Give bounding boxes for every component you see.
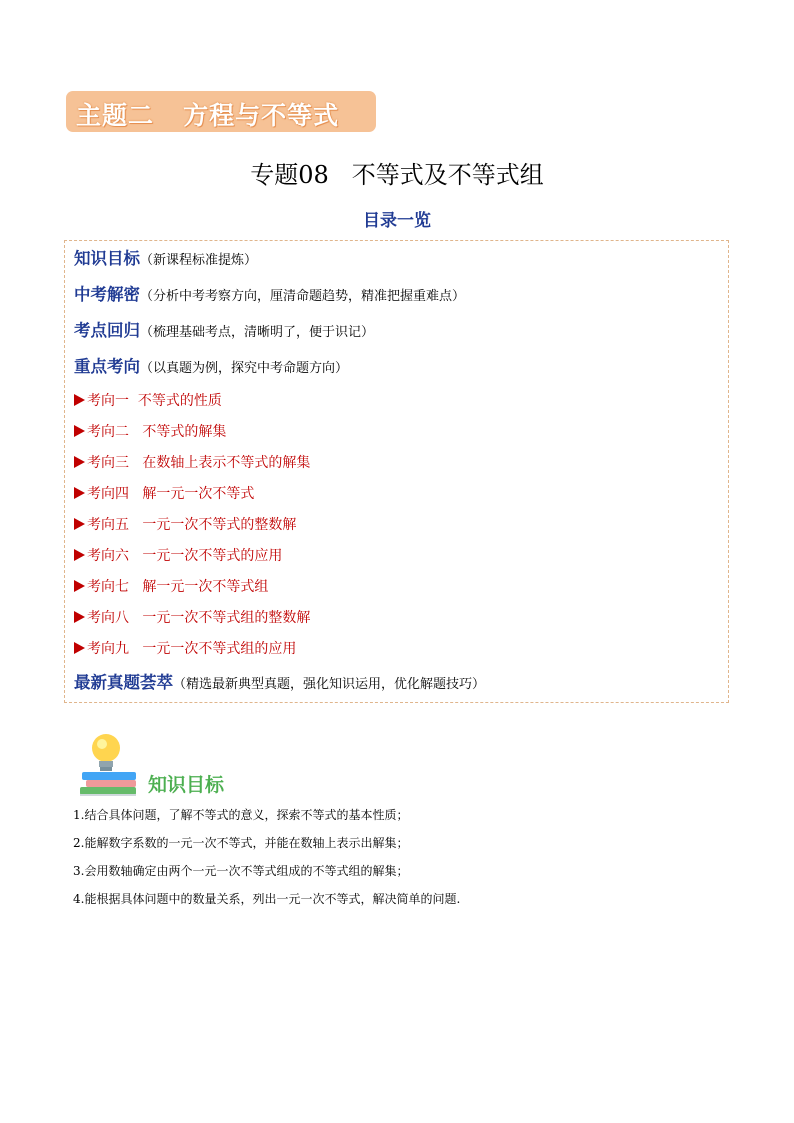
play-arrow-icon (74, 642, 85, 654)
toc-section-title: 考点回归 (74, 321, 140, 340)
section-title: 知识目标 (148, 774, 225, 796)
play-arrow-icon (74, 425, 85, 437)
toc-section-review[interactable] (74, 317, 374, 341)
topic-banner (66, 91, 376, 132)
objective-1: 1.结合具体问题，了解不等式的意义，探索不等式的基本性质； (73, 808, 409, 822)
play-arrow-icon (74, 456, 85, 468)
play-arrow-icon (74, 611, 85, 623)
toc-section-note: （新课程标准提炼） (140, 253, 258, 268)
toc-item-8[interactable] (74, 607, 310, 627)
toc-item-1[interactable] (74, 390, 222, 410)
toc-item-5[interactable] (74, 514, 296, 534)
lightbulb-books-icon (78, 728, 140, 798)
toc-section-decode[interactable] (74, 281, 465, 305)
objective-4: 4.能根据具体问题中的数量关系，列出一元一次不等式，解决简单的问题. (73, 892, 461, 906)
toc-item-7[interactable] (74, 576, 268, 596)
play-arrow-icon (74, 518, 85, 530)
toc-section-objectives[interactable] (74, 245, 257, 269)
toc-item-4[interactable] (74, 483, 254, 503)
play-arrow-icon (74, 487, 85, 499)
document-title: 专题08 不等式及不等式组 (250, 161, 544, 189)
toc-item-label: 考向八 一元一次不等式组的整数解 (87, 610, 311, 626)
play-arrow-icon (74, 549, 85, 561)
toc-section-title: 中考解密 (74, 285, 140, 304)
toc-section-title: 重点考向 (74, 357, 140, 376)
topic-banner-text: 主题二 方程与不等式 (76, 101, 340, 130)
toc-item-label: 考向七 解一元一次不等式组 (87, 579, 269, 595)
toc-item-2[interactable] (74, 421, 226, 441)
toc-section-note: （精选最新典型真题，强化知识运用，优化解题技巧） (173, 677, 486, 692)
play-arrow-icon (74, 394, 85, 406)
toc-item-label: 考向五 一元一次不等式的整数解 (87, 517, 297, 533)
toc-section-note: （梳理基础考点，清晰明了，便于识记） (140, 325, 375, 340)
toc-item-label: 考向六 一元一次不等式的应用 (87, 548, 283, 564)
toc-item-label: 考向一 不等式的性质 (87, 393, 222, 409)
toc-item-6[interactable] (74, 545, 282, 565)
toc-item-9[interactable] (74, 638, 296, 658)
objective-3: 3.会用数轴确定由两个一元一次不等式组成的不等式组的解集； (73, 864, 409, 878)
play-arrow-icon (74, 580, 85, 592)
toc-item-label: 考向九 一元一次不等式组的应用 (87, 641, 297, 657)
toc-heading: 目录一览 (363, 211, 431, 231)
objective-2: 2.能解数字系数的一元一次不等式，并能在数轴上表示出解集； (73, 836, 409, 850)
toc-section-title: 最新真题荟萃 (74, 673, 173, 692)
toc-item-label: 考向二 不等式的解集 (87, 424, 227, 440)
toc-item-3[interactable] (74, 452, 310, 472)
table-of-contents (64, 240, 729, 703)
toc-section-note: （以真题为例，探究中考命题方向） (140, 361, 349, 376)
toc-item-label: 考向三 在数轴上表示不等式的解集 (87, 455, 311, 471)
toc-section-latest-exams[interactable] (74, 669, 485, 693)
toc-section-note: （分析中考考察方向，厘清命题趋势，精准把握重难点） (140, 289, 466, 304)
toc-section-directions[interactable] (74, 353, 348, 377)
toc-item-label: 考向四 解一元一次不等式 (87, 486, 255, 502)
toc-section-title: 知识目标 (74, 249, 140, 268)
